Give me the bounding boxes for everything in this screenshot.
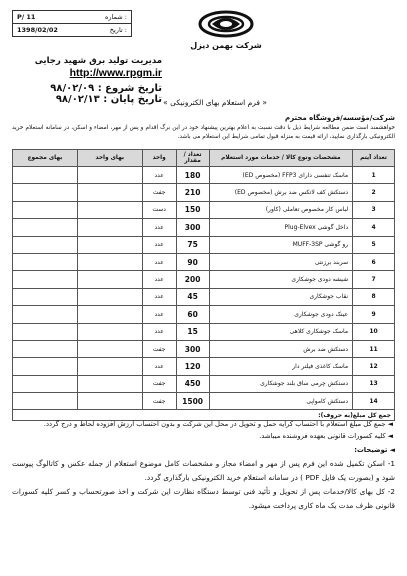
intro-paragraph: خواهشمند است ضمن مطالعه شرایط ذیل با دقت نسبت به اعلام بهترین پیشنهاد خود در این برگ اقدام و پس از مهر، امضاء و اسکن، در سامانه استعلام خرید الکترونیکی بارگذاری نمایید، ارائه قیمت به منزله قبول تمامی شرایط این استعلام می باشد.: [12, 125, 395, 140]
table-row: [13, 393, 395, 410]
department-name: مدیریت تولید برق شهید رجایی: [34, 56, 162, 66]
item-number-cell: 9: [353, 306, 395, 323]
table-row: [13, 358, 395, 375]
item-description-cell: نقاب جوشکاری: [209, 288, 353, 305]
item-quantity-cell: 60: [176, 306, 209, 323]
item-unit-cell: عدد: [142, 219, 176, 236]
item-unit-price-cell[interactable]: [77, 253, 142, 270]
item-description-cell: ماسک جوشکاری کلاهی: [209, 323, 353, 340]
table-row: [13, 306, 395, 323]
item-number-cell: 2: [353, 184, 395, 201]
table-row: [13, 167, 395, 184]
item-unit-cell: عدد: [142, 288, 176, 305]
item-unit-cell: عدد: [142, 253, 176, 270]
table-row: [13, 219, 395, 236]
item-unit-price-cell[interactable]: [77, 323, 142, 340]
item-unit-cell: عدد: [142, 323, 176, 340]
item-total-price-cell[interactable]: [13, 288, 78, 305]
table-row: [13, 184, 395, 201]
item-description-cell: لباس کار مخصوص تعاملی (کاور): [209, 201, 353, 218]
item-description-cell: رو گوشی MUFF-3SP: [209, 236, 353, 253]
item-description-cell: عینک دودی جوشکاری: [209, 306, 353, 323]
header-unit-price: بهای واحد: [77, 150, 142, 167]
item-number-cell: 3: [353, 201, 395, 218]
item-unit-cell: عدد: [142, 236, 176, 253]
item-total-price-cell[interactable]: [13, 184, 78, 201]
item-unit-price-cell[interactable]: [77, 236, 142, 253]
item-total-price-cell[interactable]: [13, 340, 78, 357]
table-row: [13, 288, 395, 305]
header-unit: واحد: [142, 150, 176, 167]
item-total-price-cell[interactable]: [13, 253, 78, 270]
table-row: [13, 253, 395, 270]
item-quantity-cell: 15: [176, 323, 209, 340]
item-unit-cell: جفت: [142, 184, 176, 201]
item-number-cell: 10: [353, 323, 395, 340]
addressee: شرکت/مؤسسه/فروشگاه محترم: [285, 114, 395, 122]
reference-date-label: تاریخ :: [109, 26, 127, 34]
item-total-price-cell[interactable]: [13, 306, 78, 323]
note-text: جمع کل مبلغ استعلام با احتساب کرایه حمل و تحویل در محل این شرکت و بدون احتساب ارزش افزوده لحاظ و درج گردد.: [43, 420, 386, 428]
item-number-cell: 5: [353, 236, 395, 253]
header-description: مشخصات ونوع کالا / خدمات مورد استعلام: [209, 150, 353, 167]
note-text: کلیه کسورات قانونی بعهده فروشنده میباشد.: [259, 431, 386, 440]
items-table: [12, 149, 395, 421]
item-quantity-cell: 45: [176, 288, 209, 305]
item-number-cell: 14: [353, 393, 395, 410]
table-row: [13, 323, 395, 340]
item-description-cell: دستکش ضد برش: [209, 340, 353, 357]
item-unit-cell: جفت: [142, 375, 176, 392]
item-quantity-cell: 300: [176, 219, 209, 236]
item-description-cell: دستکش کامواپی: [209, 393, 353, 410]
item-total-price-cell[interactable]: [13, 219, 78, 236]
item-total-price-cell[interactable]: [13, 323, 78, 340]
item-unit-price-cell[interactable]: [77, 393, 142, 410]
item-description-cell: سربند برزنتی: [209, 253, 353, 270]
item-quantity-cell: 90: [176, 253, 209, 270]
reference-date-row: [13, 24, 131, 36]
item-unit-cell: جفت: [142, 340, 176, 357]
item-unit-price-cell[interactable]: [77, 340, 142, 357]
item-number-cell: 11: [353, 340, 395, 357]
item-quantity-cell: 210: [176, 184, 209, 201]
item-unit-price-cell[interactable]: [77, 375, 142, 392]
table-row: [13, 375, 395, 392]
item-unit-price-cell[interactable]: [77, 201, 142, 218]
item-number-cell: 13: [353, 375, 395, 392]
website-link[interactable]: http://www.rpgm.ir: [69, 67, 162, 79]
descriptions-title: ◄ توضیحات:: [354, 445, 395, 454]
company-name: شرکت بهمن دیزل: [190, 41, 262, 50]
item-quantity-cell: 75: [176, 236, 209, 253]
description-item: 1- اسکن تکمیل شده این فرم پس از مهر و امضاء مجاز و مشخصات کامل موضوع استعلام از جمله عکس و کاتالوگ پیوست شود و (بصورت یک فایل PDF ) در سامانه استعلام خرید الکترونیکی بارگذاری گردد.: [12, 458, 395, 482]
header-total-price: بهای مجموع: [13, 150, 78, 167]
item-unit-cell: عدد: [142, 271, 176, 288]
item-quantity-cell: 450: [176, 375, 209, 392]
end-date: تاریخ پایان : ۹۸/۰۲/۱۳: [55, 93, 162, 105]
item-unit-cell: عدد: [142, 358, 176, 375]
note-item: ◄ جمع کل مبلغ استعلام با احتساب کرایه حمل و تحویل در محل این شرکت و بدون احتساب ارزش افزوده لحاظ و درج گردد.: [43, 420, 393, 428]
item-number-cell: 8: [353, 288, 395, 305]
reference-number-label: شماره :: [105, 13, 127, 21]
item-unit-price-cell[interactable]: [77, 271, 142, 288]
reference-number-row: [13, 11, 131, 24]
total-label: جمع کل مبلغ(به حروف):: [13, 410, 395, 421]
table-header-row: [13, 150, 395, 167]
item-number-cell: 1: [353, 167, 395, 184]
note-item: ◄ کلیه کسورات قانونی بعهده فروشنده میباشد.: [259, 431, 393, 440]
item-quantity-cell: 120: [176, 358, 209, 375]
item-quantity-cell: 200: [176, 271, 209, 288]
item-total-price-cell[interactable]: [13, 236, 78, 253]
item-unit-price-cell[interactable]: [77, 219, 142, 236]
item-total-price-cell[interactable]: [13, 358, 78, 375]
reference-date-value: 1398/02/02: [17, 26, 58, 34]
reference-number-value: P/ 11: [17, 13, 36, 21]
item-number-cell: 4: [353, 219, 395, 236]
table-row: [13, 236, 395, 253]
item-unit-cell: عدد: [142, 167, 176, 184]
item-number-cell: 12: [353, 358, 395, 375]
item-quantity-cell: 300: [176, 340, 209, 357]
item-description-cell: داخل گوشی Plug-Elvex: [209, 219, 353, 236]
item-unit-cell: عدد: [142, 306, 176, 323]
bahman-logo-icon: [198, 10, 254, 38]
header-item-count: تعداد آیتم: [353, 150, 395, 167]
item-description-cell: دستکش چرمی ساق بلند جوشکاری: [209, 375, 353, 392]
description-item: 2- کل بهای کالا/خدمات پس از تحویل و تأئید فنی توسط دستگاه نظارت این شرکت و اخذ صورتحساب و کسر کلیه کسورات قانونی ظرف مدت یک ماه کاری پرداخت میشود.: [12, 487, 395, 511]
item-unit-price-cell[interactable]: [77, 358, 142, 375]
notes-section: [12, 419, 395, 514]
header-info: [12, 56, 162, 105]
item-number-cell: 7: [353, 271, 395, 288]
item-total-price-cell[interactable]: [13, 393, 78, 410]
item-quantity-cell: 150: [176, 201, 209, 218]
table-row: [13, 340, 395, 357]
item-quantity-cell: 1500: [176, 393, 209, 410]
reference-box: [12, 10, 132, 37]
item-description-cell: ماسک کاغذی فیلتر دار: [209, 358, 353, 375]
item-description-cell: دستکش کف لاتکس ضد برش (مخصوص ED): [209, 184, 353, 201]
item-total-price-cell[interactable]: [13, 375, 78, 392]
item-unit-price-cell[interactable]: [77, 288, 142, 305]
item-unit-cell: جفت: [142, 393, 176, 410]
start-date: تاریخ شروع : ۹۸/۰۲/۰۹: [50, 83, 162, 94]
item-total-price-cell[interactable]: [13, 201, 78, 218]
item-unit-cell: دست: [142, 201, 176, 218]
item-number-cell: 6: [353, 253, 395, 270]
company-logo: [180, 10, 272, 50]
item-total-price-cell[interactable]: [13, 167, 78, 184]
item-description-cell: ماسک تنفسی دارای FFP3 (مخصوص ED): [209, 167, 353, 184]
item-quantity-cell: 180: [176, 167, 209, 184]
table-row: [13, 271, 395, 288]
item-unit-price-cell[interactable]: [77, 167, 142, 184]
item-description-cell: شیشه دودی جوشکاری: [209, 271, 353, 288]
header-quantity: تعداد / مقدار: [176, 150, 209, 167]
form-title: « فرم استعلام بهای الکترونیکی »: [163, 98, 267, 107]
item-unit-price-cell[interactable]: [77, 306, 142, 323]
table-row: [13, 201, 395, 218]
item-total-price-cell[interactable]: [13, 271, 78, 288]
item-unit-price-cell[interactable]: [77, 184, 142, 201]
